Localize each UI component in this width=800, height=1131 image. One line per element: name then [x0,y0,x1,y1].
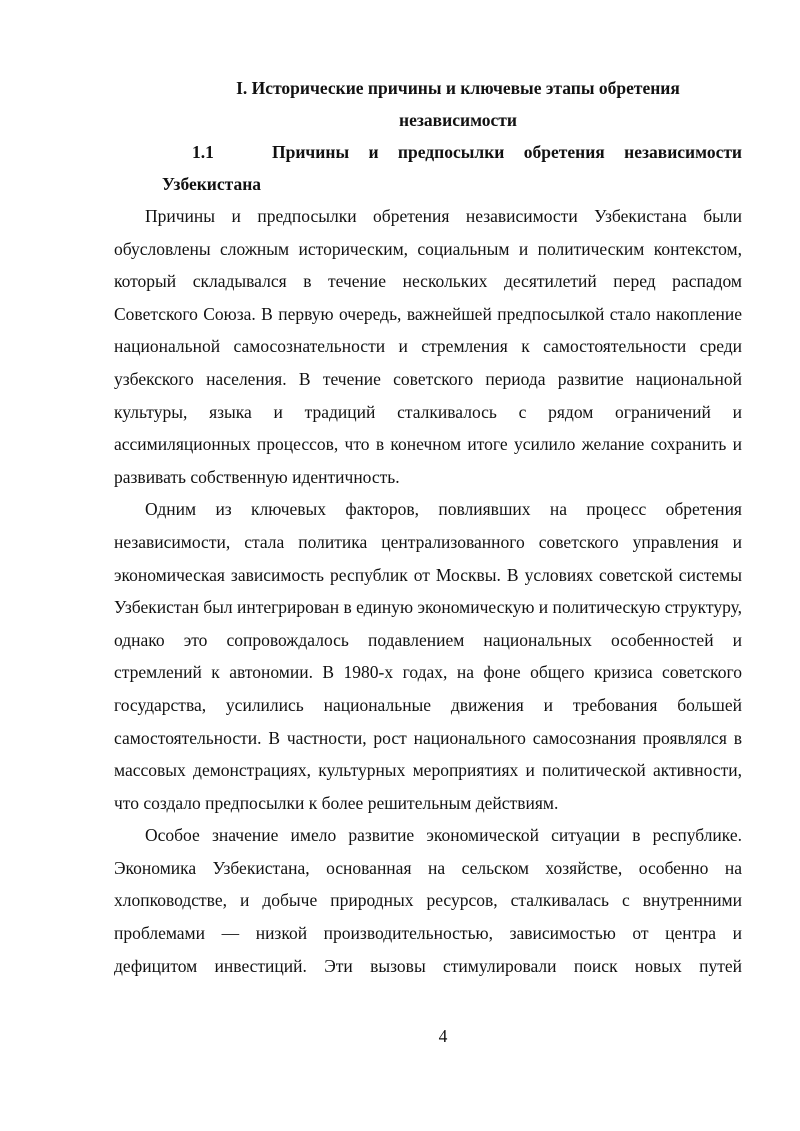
section-title [114,136,742,200]
section-title-line1 [114,136,742,168]
paragraph-3: Особое значение имело развитие экономической ситуации в республике. Экономика Узбекистана, основанная на сельском хозяйстве, особенно на хлопководстве, и добыче природных ресурсов, сталкивалась с внутренними проблемами — низкой производительностью, зависимостью от центра и дефицитом инвестиций. Эти вызовы стимулировали поиск новых путей [114,825,742,976]
page-number: 4 [438,1026,448,1046]
section-title-text: Причины и предпосылки обретения независимости [271,142,743,162]
page-content [114,72,742,982]
paragraph-1: Причины и предпосылки обретения независимости Узбекистана были обусловлены сложным историческим, социальным и политическим контекстом, который складывался в течение нескольких десятилетий перед распадом Советского Союза. В первую очередь, важнейшей предпосылкой стало накопление национальной самосознательности и стремления к самостоятельности среди узбекского населения. В течение советского периода развитие национальной культуры, языка и традиций сталкивалось с рядом ограничений и ассимиляционных процессов, что в конечном итоге усилило желание сохранить и развивать собственную идентичность. [114,206,742,487]
chapter-title-line2: независимости [399,110,517,130]
section-number: 1.1 [192,142,214,162]
chapter-title [114,72,742,136]
chapter-title-line1: I. Исторические причины и ключевые этапы обретения [236,78,680,98]
section-title-line2: Узбекистана [162,174,262,194]
paragraph-2: Одним из ключевых факторов, повлиявших на процесс обретения независимости, стала политика централизованного советского управления и экономическая зависимость республик от Москвы. В условиях советской системы Узбекистан был интегрирован в единую экономическую и политическую структуру, однако это сопровождалось подавлением национальных особенностей и стремлений к автономии. В 1980-х годах, на фоне общего кризиса советского государства, усилились национальные движения и требования большей самостоятельности. В частности, рост национального самосознания проявлялся в массовых демонстрациях, культурных мероприятиях и политической активности, что создало предпосылки к более решительным действиям. [114,499,742,813]
